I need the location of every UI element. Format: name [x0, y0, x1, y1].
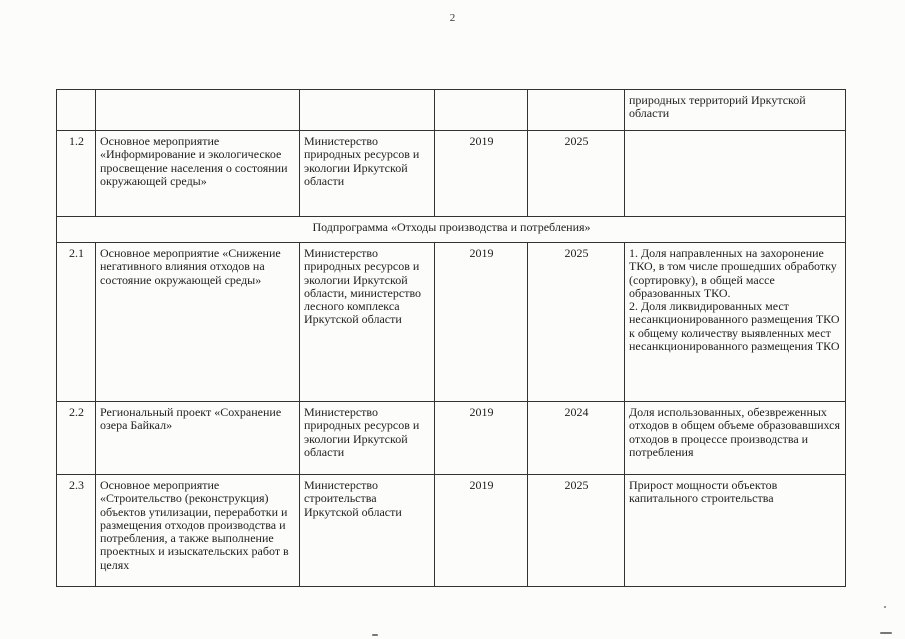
indicators: Прирост мощности объектов капитального строительства — [625, 475, 846, 587]
table-row — [57, 475, 846, 587]
executor: Министерство природных ресурсов и экологии Иркутской области, министерство лесного комплекса Иркутской области — [300, 243, 435, 402]
start-year: 2019 — [435, 475, 528, 587]
event-name: Основное мероприятие «Информирование и экологическое просвещение населения о состоянии окружающей среды» — [96, 131, 300, 217]
end-year — [528, 90, 625, 131]
executor: Министерство строительства Иркутской области — [300, 475, 435, 587]
indicators: 1. Доля направленных на захоронение ТКО, в том числе прошедших обработку (сортировку), в общей массе образованных ТКО. 2. Доля ликвидированных мест несанкционированного размещения ТКО к общему количеству выявленных мест несанкционированного размещения ТКО — [625, 243, 846, 402]
event-name — [96, 90, 300, 131]
indicators: Доля использованных, обезвреженных отходов в общем объеме образовавшихся отходов в процессе производства и потребления — [625, 402, 846, 475]
end-year: 2025 — [528, 131, 625, 217]
row-number: 1.2 — [57, 131, 96, 217]
start-year — [435, 90, 528, 131]
executor — [300, 90, 435, 131]
table-row — [57, 90, 846, 131]
scan-artifact — [884, 606, 886, 608]
indicators: природных территорий Иркутской области — [625, 90, 846, 131]
end-year: 2025 — [528, 243, 625, 402]
table-row — [57, 402, 846, 475]
event-name: Региональный проект «Сохранение озера Байкал» — [96, 402, 300, 475]
event-name: Основное мероприятие «Строительство (реконструкция) объектов утилизации, переработки и размещения отходов производства и потребления, а также выполнение проектных и изыскательских работ в целях — [96, 475, 300, 587]
page-number: 2 — [449, 12, 456, 24]
indicators — [625, 131, 846, 217]
start-year: 2019 — [435, 402, 528, 475]
subprogram-row — [57, 217, 846, 243]
table-row — [57, 131, 846, 217]
end-year: 2025 — [528, 475, 625, 587]
scan-artifact — [372, 634, 378, 636]
row-number — [57, 90, 96, 131]
table-row — [57, 243, 846, 402]
end-year: 2024 — [528, 402, 625, 475]
start-year: 2019 — [435, 131, 528, 217]
start-year: 2019 — [435, 243, 528, 402]
subprogram-title: Подпрограмма «Отходы производства и потребления» — [57, 217, 846, 243]
row-number: 2.2 — [57, 402, 96, 475]
event-name: Основное мероприятие «Снижение негативного влияния отходов на состояние окружающей среды» — [96, 243, 300, 402]
row-number: 2.1 — [57, 243, 96, 402]
row-number: 2.3 — [57, 475, 96, 587]
scan-artifact — [880, 632, 892, 634]
executor: Министерство природных ресурсов и экологии Иркутской области — [300, 402, 435, 475]
executor: Министерство природных ресурсов и экологии Иркутской области — [300, 131, 435, 217]
events-table — [56, 89, 846, 587]
